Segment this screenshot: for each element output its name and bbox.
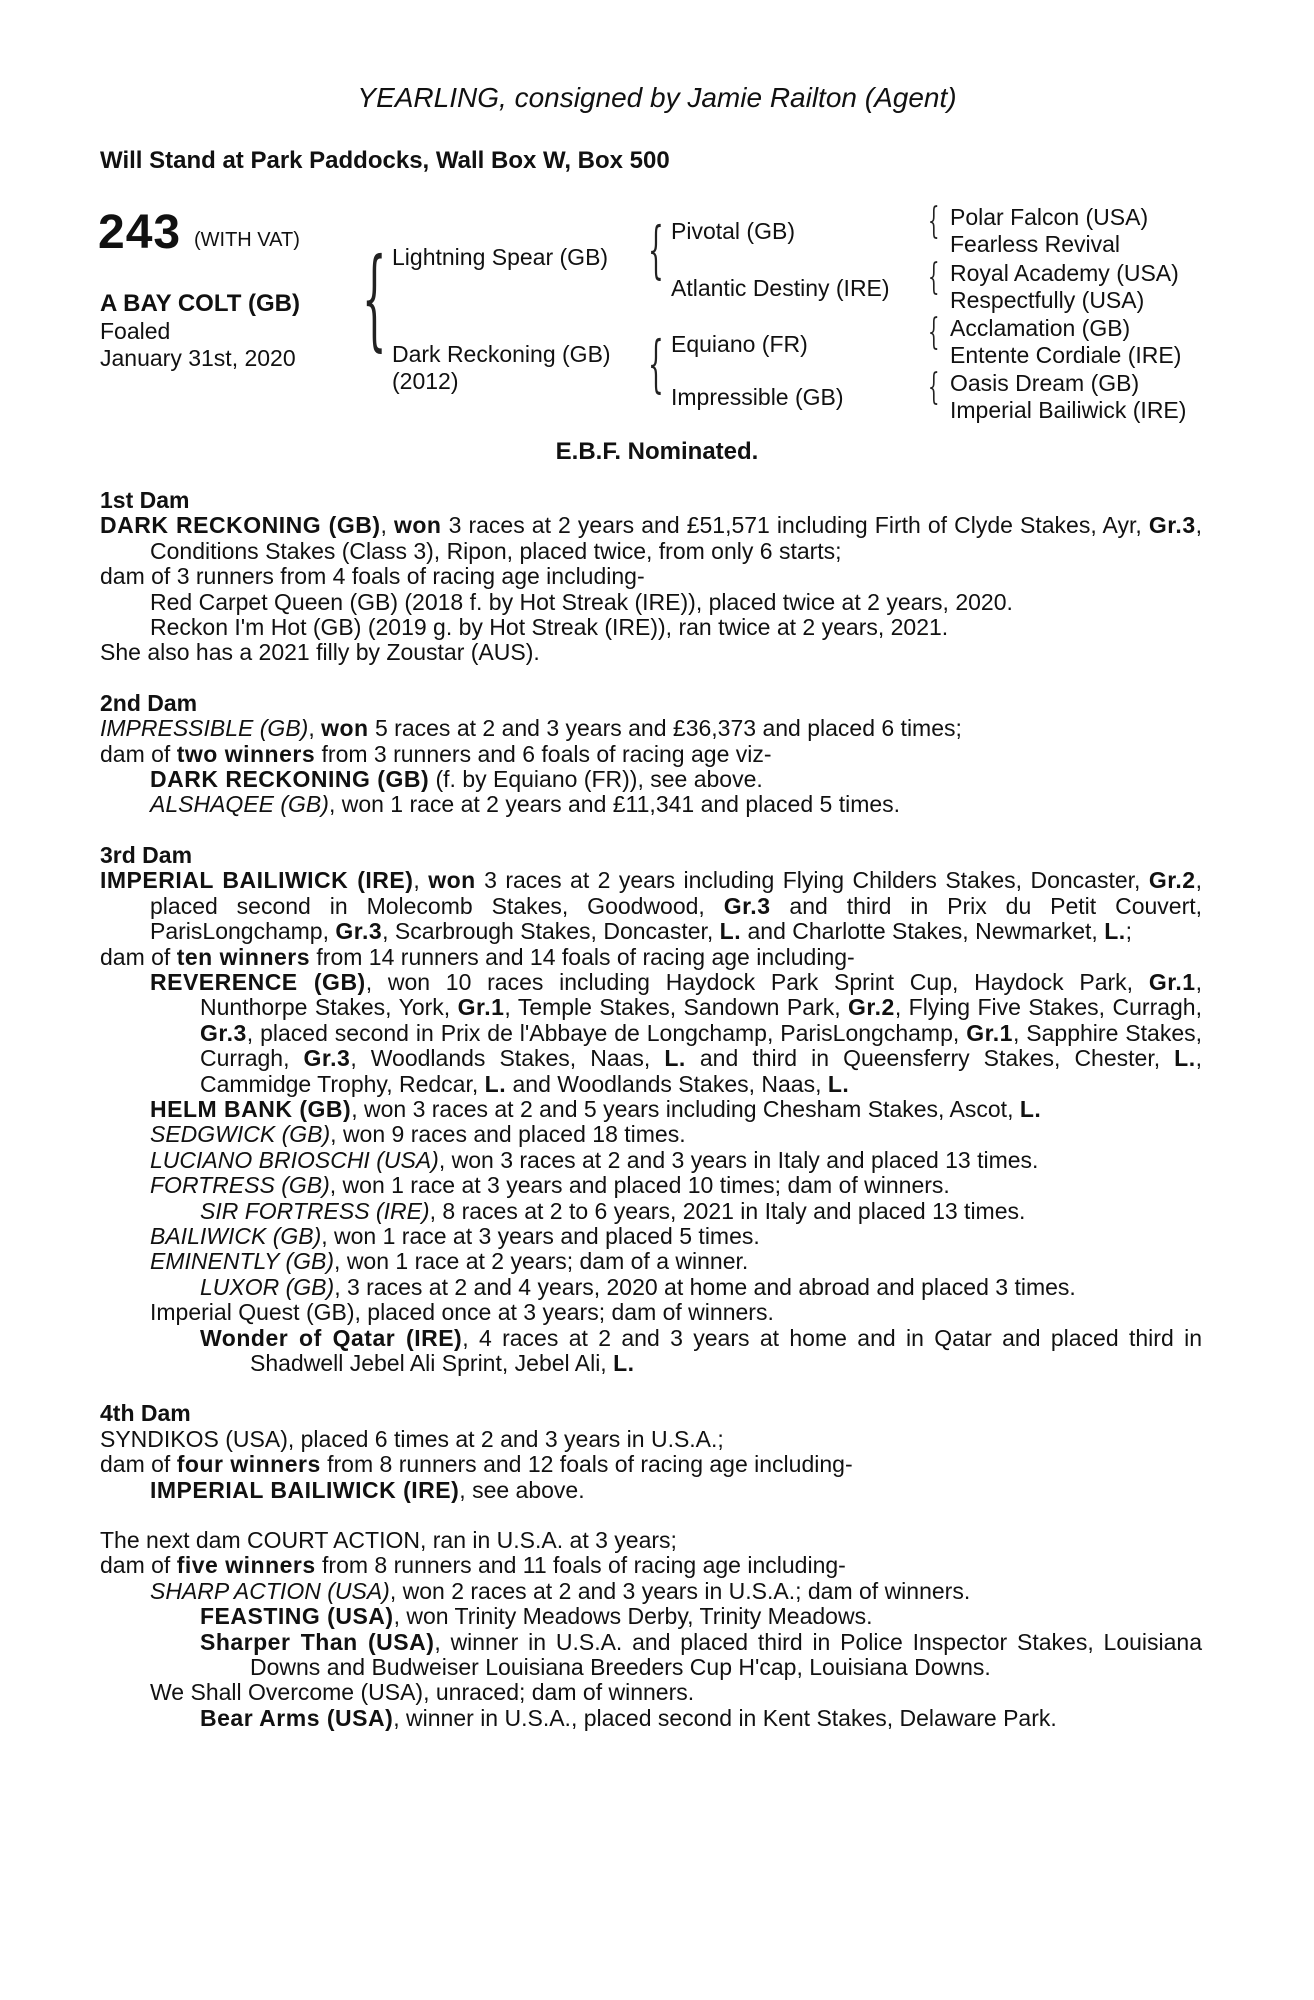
text: from 14 runners and 14 foals of racing age including- xyxy=(310,943,855,970)
text: , Woodlands Stakes, Naas, xyxy=(350,1045,665,1072)
grade: Gr.3 xyxy=(723,892,771,919)
horse-name: FEASTING (USA) xyxy=(200,1603,394,1630)
pedigree-brace-g56: { xyxy=(928,312,940,353)
second-dam-record: IMPRESSIBLE (GB), won 5 races at 2 and 3 years and £36,373 and placed 6 times; xyxy=(100,715,962,742)
horse-name: Wonder of Qatar (IRE) xyxy=(200,1324,463,1351)
grade: Gr.1 xyxy=(1148,968,1196,995)
produce-line xyxy=(100,1604,1202,1629)
pedigree-brace-g34: { xyxy=(928,257,940,298)
next-dam-produce-intro xyxy=(100,1553,1202,1578)
pedigree-g4: Respectfully (USA) xyxy=(950,287,1145,313)
third-dam-name: IMPERIAL BAILIWICK (IRE) xyxy=(100,867,414,894)
vat-note: (WITH VAT) xyxy=(194,229,300,251)
text: 5 races at 2 and 3 years and £36,373 and placed 6 times; xyxy=(368,715,962,742)
horse-name: HELM BANK (GB) xyxy=(150,1095,352,1122)
second-dam-heading: 2nd Dam xyxy=(100,689,198,716)
produce-line xyxy=(100,970,1202,1097)
text: , 3 races at 2 and 4 years, 2020 at home and abroad and placed 3 times. xyxy=(334,1273,1076,1300)
ebf-nomination: E.B.F. Nominated. xyxy=(555,438,759,465)
text: from 8 runners and 12 foals of racing age including- xyxy=(320,1451,853,1478)
text: from 8 runners and 11 foals of racing age including- xyxy=(315,1552,846,1579)
pedigree-brace-g12: { xyxy=(928,201,940,242)
text: , Cammidge Trophy, Redcar, xyxy=(200,1045,1203,1097)
third-dam-heading: 3rd Dam xyxy=(100,841,193,868)
second-dam-name: IMPRESSIBLE (GB) xyxy=(100,715,309,742)
pedigree-g7: Oasis Dream (GB) xyxy=(950,370,1140,396)
foaled-label: Foaled xyxy=(100,318,171,344)
grade: L. xyxy=(613,1350,635,1376)
text: and Woodlands Stakes, Naas, xyxy=(506,1070,828,1097)
winners-count: five winners xyxy=(176,1552,316,1579)
text: , see above. xyxy=(459,1476,585,1503)
pedigree-brace-g78: { xyxy=(928,367,940,408)
grade: L. xyxy=(484,1070,507,1097)
produce-line xyxy=(100,1478,1202,1503)
text: ; xyxy=(1125,918,1133,945)
catalogue-header: YEARLING, consigned by Jamie Railton (Agent) xyxy=(357,82,957,113)
won-label: won xyxy=(321,715,369,742)
produce-line: Imperial Quest (GB), placed once at 3 years; dam of winners. xyxy=(150,1299,774,1326)
text: and third in Queensferry Stakes, Chester, xyxy=(685,1045,1175,1072)
won-label: won xyxy=(428,867,476,894)
lot-description: A BAY COLT (GB) xyxy=(100,290,301,317)
grade: L. xyxy=(719,918,742,945)
second-dam-produce-intro xyxy=(100,742,1202,767)
produce-line xyxy=(100,1199,1202,1224)
text: , won 3 races at 2 and 3 years in Italy and placed 13 times. xyxy=(438,1146,1039,1173)
pedigree-dam-dam: Impressible (GB) xyxy=(671,384,844,410)
grade: Gr.3 xyxy=(1148,512,1196,539)
first-dam-heading: 1st Dam xyxy=(100,487,190,513)
produce-line xyxy=(100,1097,1202,1122)
produce-line xyxy=(100,1249,1202,1274)
text: , won 10 races including Haydock Park Sprint Cup, Haydock Park, xyxy=(365,968,1149,995)
next-dam-record: The next dam COURT ACTION, ran in U.S.A. at 3 years; xyxy=(100,1527,677,1554)
lot-number: 243 xyxy=(98,206,182,259)
grade: Gr.3 xyxy=(200,1019,247,1046)
text: , won 1 race at 2 years; dam of a winner. xyxy=(334,1248,749,1275)
pedigree-brace-dam: { xyxy=(648,327,664,400)
produce-line xyxy=(100,1706,1202,1731)
horse-name: DARK RECKONING (GB) xyxy=(150,766,430,793)
text: dam of xyxy=(100,740,177,767)
text: (f. by Equiano (FR)), see above. xyxy=(429,766,763,793)
produce-line xyxy=(100,1630,1202,1681)
grade: L. xyxy=(1104,918,1126,945)
grade: L. xyxy=(1019,1095,1042,1122)
fourth-dam-produce-intro xyxy=(100,1452,1202,1477)
horse-name: Sharper Than (USA) xyxy=(200,1628,435,1655)
text: dam of xyxy=(100,1451,177,1478)
text: , won 9 races and placed 18 times. xyxy=(330,1121,686,1148)
text: , winner in U.S.A. and placed third in Police Inspector Stakes, Louisiana Downs and Budweiser Louisiana Breeders Cup H'cap, Louisiana Downs. xyxy=(250,1628,1203,1681)
text: and third in Prix du Petit Couvert, ParisLongchamp, xyxy=(150,892,1203,945)
text: from 3 runners and 6 foals of racing age viz- xyxy=(315,740,772,767)
pedigree-sire: Lightning Spear (GB) xyxy=(392,244,609,270)
pedigree-g5: Acclamation (GB) xyxy=(950,315,1131,341)
pedigree-sire-dam: Atlantic Destiny (IRE) xyxy=(671,275,890,301)
horse-name: EMINENTLY (GB) xyxy=(150,1248,335,1275)
horse-name: Bear Arms (USA) xyxy=(200,1704,394,1731)
text: , Conditions Stakes (Class 3), Ripon, placed twice, from only 6 starts; xyxy=(150,512,1203,564)
first-dam-record: DARK RECKONING (GB), won 3 races at 2 years and £51,571 including Firth of Clyde Stakes, Ayr, Gr.3, Conditions Stakes (Class 3), Ripon, placed twice, from only 6 starts; xyxy=(100,512,1203,564)
grade: L. xyxy=(664,1045,686,1072)
produce-line xyxy=(100,1275,1202,1300)
text: , won 2 races at 2 and 3 years in U.S.A.; dam of winners. xyxy=(389,1577,971,1604)
first-dam-also: She also has a 2021 filly by Zoustar (AUS). xyxy=(100,639,540,666)
grade: Gr.2 xyxy=(848,994,895,1021)
horse-name: REVERENCE (GB) xyxy=(150,968,366,995)
text: , Temple Stakes, Sandown Park, xyxy=(504,994,849,1021)
produce-line xyxy=(100,1224,1202,1249)
foaled-date: January 31st, 2020 xyxy=(100,345,296,371)
dam-notes xyxy=(100,488,1202,1731)
text: , won 1 race at 3 years and placed 10 times; dam of winners. xyxy=(329,1172,950,1199)
grade: Gr.3 xyxy=(335,918,383,945)
pedigree-g2: Fearless Revival xyxy=(950,231,1120,257)
horse-name: IMPERIAL BAILIWICK (IRE) xyxy=(150,1476,460,1503)
text: , won 1 race at 3 years and placed 5 times. xyxy=(321,1222,760,1249)
produce-line xyxy=(100,1173,1202,1198)
produce-line xyxy=(100,1579,1202,1604)
produce-line xyxy=(100,792,1202,817)
text: , won 1 race at 2 years and £11,341 and placed 5 times. xyxy=(328,791,901,818)
winners-count: two winners xyxy=(176,740,316,767)
pedigree-brace-sire: { xyxy=(648,213,664,286)
horse-name: FORTRESS (GB) xyxy=(150,1172,330,1199)
third-dam-record: IMPERIAL BAILIWICK (IRE), won 3 races at 2 years including Flying Childers Stakes, Doncaster, Gr.2, placed second in Molecomb Stakes, Goodwood, Gr.3 and third in Prix du Petit Couvert, ParisLongchamp, Gr.3, Scarbrough Stakes, Doncaster, L. and Charlotte Stakes, Newmarket, L.; xyxy=(100,867,1203,945)
text: , placed second in Prix de l'Abbaye de Longchamp, ParisLongchamp, xyxy=(246,1019,967,1046)
horse-name: LUXOR (GB) xyxy=(200,1273,335,1300)
first-dam-name: DARK RECKONING (GB) xyxy=(100,512,381,539)
produce-line xyxy=(100,1122,1202,1147)
grade: L. xyxy=(1174,1045,1196,1072)
fourth-dam-record: SYNDIKOS (USA), placed 6 times at 2 and 3 years in U.S.A.; xyxy=(100,1425,724,1452)
text: , Flying Five Stakes, Curragh, xyxy=(894,994,1202,1021)
text: , won 3 races at 2 and 5 years including Chesham Stakes, Ascot, xyxy=(351,1095,1020,1122)
horse-name: SIR FORTRESS (IRE) xyxy=(200,1197,430,1224)
produce-line: We Shall Overcome (USA), unraced; dam of winners. xyxy=(150,1679,695,1706)
pedigree-dam: Dark Reckoning (GB) xyxy=(392,341,611,367)
text: , Sapphire Stakes, Curragh, xyxy=(200,1019,1202,1072)
text: 3 races at 2 years and £51,571 including Firth of Clyde Stakes, Ayr, xyxy=(441,512,1149,539)
pedigree-g3: Royal Academy (USA) xyxy=(950,260,1179,286)
stand-location: Will Stand at Park Paddocks, Wall Box W, Box 500 xyxy=(100,147,670,174)
pedigree-dam-year: (2012) xyxy=(392,368,459,394)
text: , winner in U.S.A., placed second in Kent Stakes, Delaware Park. xyxy=(393,1704,1057,1731)
grade: L. xyxy=(827,1070,850,1097)
third-dam-produce-intro xyxy=(100,945,1202,970)
pedigree-g1: Polar Falcon (USA) xyxy=(950,204,1149,230)
produce-line: Red Carpet Queen (GB) (2018 f. by Hot Streak (IRE)), placed twice at 2 years, 2020. xyxy=(150,588,1013,615)
grade: Gr.1 xyxy=(457,994,505,1021)
winners-count: ten winners xyxy=(176,943,311,970)
grade: Gr.3 xyxy=(303,1045,351,1072)
first-dam-produce-intro: dam of 3 runners from 4 foals of racing age including- xyxy=(100,563,645,590)
foaled-info xyxy=(100,318,296,372)
horse-name: LUCIANO BRIOSCHI (USA) xyxy=(150,1146,439,1173)
pedigree-g8: Imperial Bailiwick (IRE) xyxy=(950,397,1187,423)
grade: Gr.2 xyxy=(1148,867,1196,894)
produce-line xyxy=(100,767,1202,792)
pedigree-sire-sire: Pivotal (GB) xyxy=(671,218,795,244)
pedigree-g6: Entente Cordiale (IRE) xyxy=(950,342,1182,368)
text: , won Trinity Meadows Derby, Trinity Meadows. xyxy=(393,1603,873,1630)
text: , Nunthorpe Stakes, York, xyxy=(200,968,1202,1021)
horse-name: ALSHAQEE (GB) xyxy=(150,791,329,818)
pedigree-dam-sire: Equiano (FR) xyxy=(671,331,808,357)
produce-line xyxy=(100,1148,1202,1173)
pedigree-brace-main: { xyxy=(362,234,387,362)
text: , 8 races at 2 to 6 years, 2021 in Italy and placed 13 times. xyxy=(429,1197,1026,1224)
text: and Charlotte Stakes, Newmarket, xyxy=(741,918,1105,945)
text: dam of xyxy=(100,943,177,970)
won-label: won xyxy=(393,512,442,539)
fourth-dam-heading: 4th Dam xyxy=(100,1400,191,1427)
text: , placed second in Molecomb Stakes, Goodwood, xyxy=(150,867,1202,919)
text: , 4 races at 2 and 3 years at home and in Qatar and placed third in Shadwell Jebel Ali Sprint, Jebel Ali, xyxy=(250,1324,1202,1376)
produce-line: Reckon I'm Hot (GB) (2019 g. by Hot Streak (IRE)), ran twice at 2 years, 2021. xyxy=(150,614,949,641)
winners-count: four winners xyxy=(176,1451,321,1478)
horse-name: BAILIWICK (GB) xyxy=(150,1222,322,1249)
horse-name: SEDGWICK (GB) xyxy=(150,1121,331,1148)
horse-name: SHARP ACTION (USA) xyxy=(150,1577,390,1604)
text: , Scarbrough Stakes, Doncaster, xyxy=(382,918,720,945)
text: 3 races at 2 years including Flying Childers Stakes, Doncaster, xyxy=(475,867,1149,894)
produce-line xyxy=(100,1326,1202,1377)
text: dam of xyxy=(100,1552,177,1579)
grade: Gr.1 xyxy=(966,1019,1013,1046)
